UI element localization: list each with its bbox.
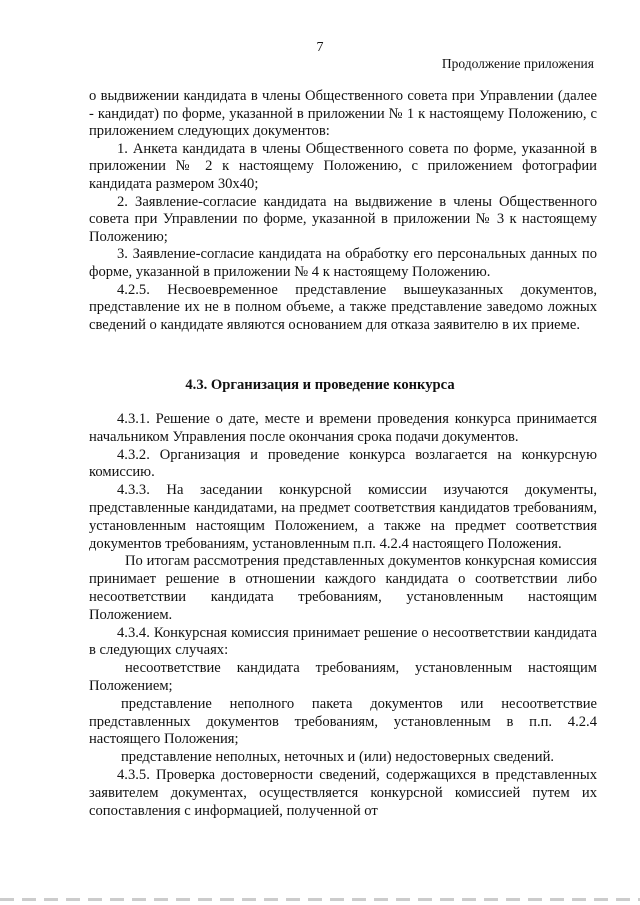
- page-number: 7: [316, 40, 324, 55]
- body-text-top: [89, 88, 597, 334]
- paragraph: По итогам рассмотрения представленных документов конкурсная комиссия принимает решение в отношении каждого кандидата о соответствии либо несоответствии кандидата требованиям, установленным настоящим Положением.: [89, 553, 597, 623]
- paragraph: 4.3.3. На заседании конкурсной комиссии изучаются документы, представленные кандидатами, на предмет соответствия кандидатов требованиям, установленным настоящим Положением, а также на предмет соответствия документов требованиям, установленным п.п. 4.2.4 настоящего Положения.: [89, 482, 597, 552]
- paragraph: 4.3.2. Организация и проведение конкурса возлагается на конкурсную комиссию.: [89, 446, 597, 481]
- list-item: 1. Анкета кандидата в члены Общественного совета по форме, указанной в приложении № 2 к настоящему Положению, с приложением фотографии кандидата размером 30х40;: [89, 140, 597, 192]
- list-item: 2. Заявление-согласие кандидата на выдвижение в члены Общественного совета при Управлении по форме, указанной в приложении № 3 к настоящему Положению;: [89, 193, 597, 245]
- list-item: представление неполных, неточных и (или) недостоверных сведений.: [121, 749, 555, 766]
- paragraph: 4.2.5. Несвоевременное представление вышеуказанных документов, представление их не в полном объеме, а также представление заведомо ложных сведений о кандидате являются основанием для отказа заявителю в их приеме.: [89, 281, 597, 333]
- running-header: Продолжение приложения: [441, 56, 594, 71]
- section-heading: 4.3. Организация и проведение конкурса: [185, 377, 455, 393]
- paragraph: 4.3.5. Проверка достоверности сведений, содержащихся в представленных заявителем документах, осуществляется конкурсной комиссией путем их сопоставления с информацией, полученной от: [89, 766, 597, 819]
- paragraph: 4.3.1. Решение о дате, месте и времени проведения конкурса принимается начальником Управления после окончания срока подачи документов.: [89, 411, 597, 445]
- list-item: представление неполного пакета документов или несоответствие представленных документов требованиям, установленным в п.п. 4.2.4 настоящего Положения;: [89, 695, 597, 748]
- list-item: несоответствие кандидата требованиям, установленным настоящим Положением;: [89, 660, 597, 694]
- scan-edge-artifact: [0, 898, 640, 901]
- paragraph: о выдвижении кандидата в члены Общественного совета при Управлении (далее - кандидат) по форме, указанной в приложении № 1 к настоящему Положению, с приложением следующих документов:: [89, 88, 597, 140]
- body-text-bottom: [89, 411, 597, 820]
- paragraph: 4.3.4. Конкурсная комиссия принимает решение о несоответствии кандидата в следующих случаях:: [89, 624, 597, 659]
- list-item: 3. Заявление-согласие кандидата на обработку его персональных данных по форме, указанной в приложении № 4 к настоящему Положению.: [89, 246, 597, 280]
